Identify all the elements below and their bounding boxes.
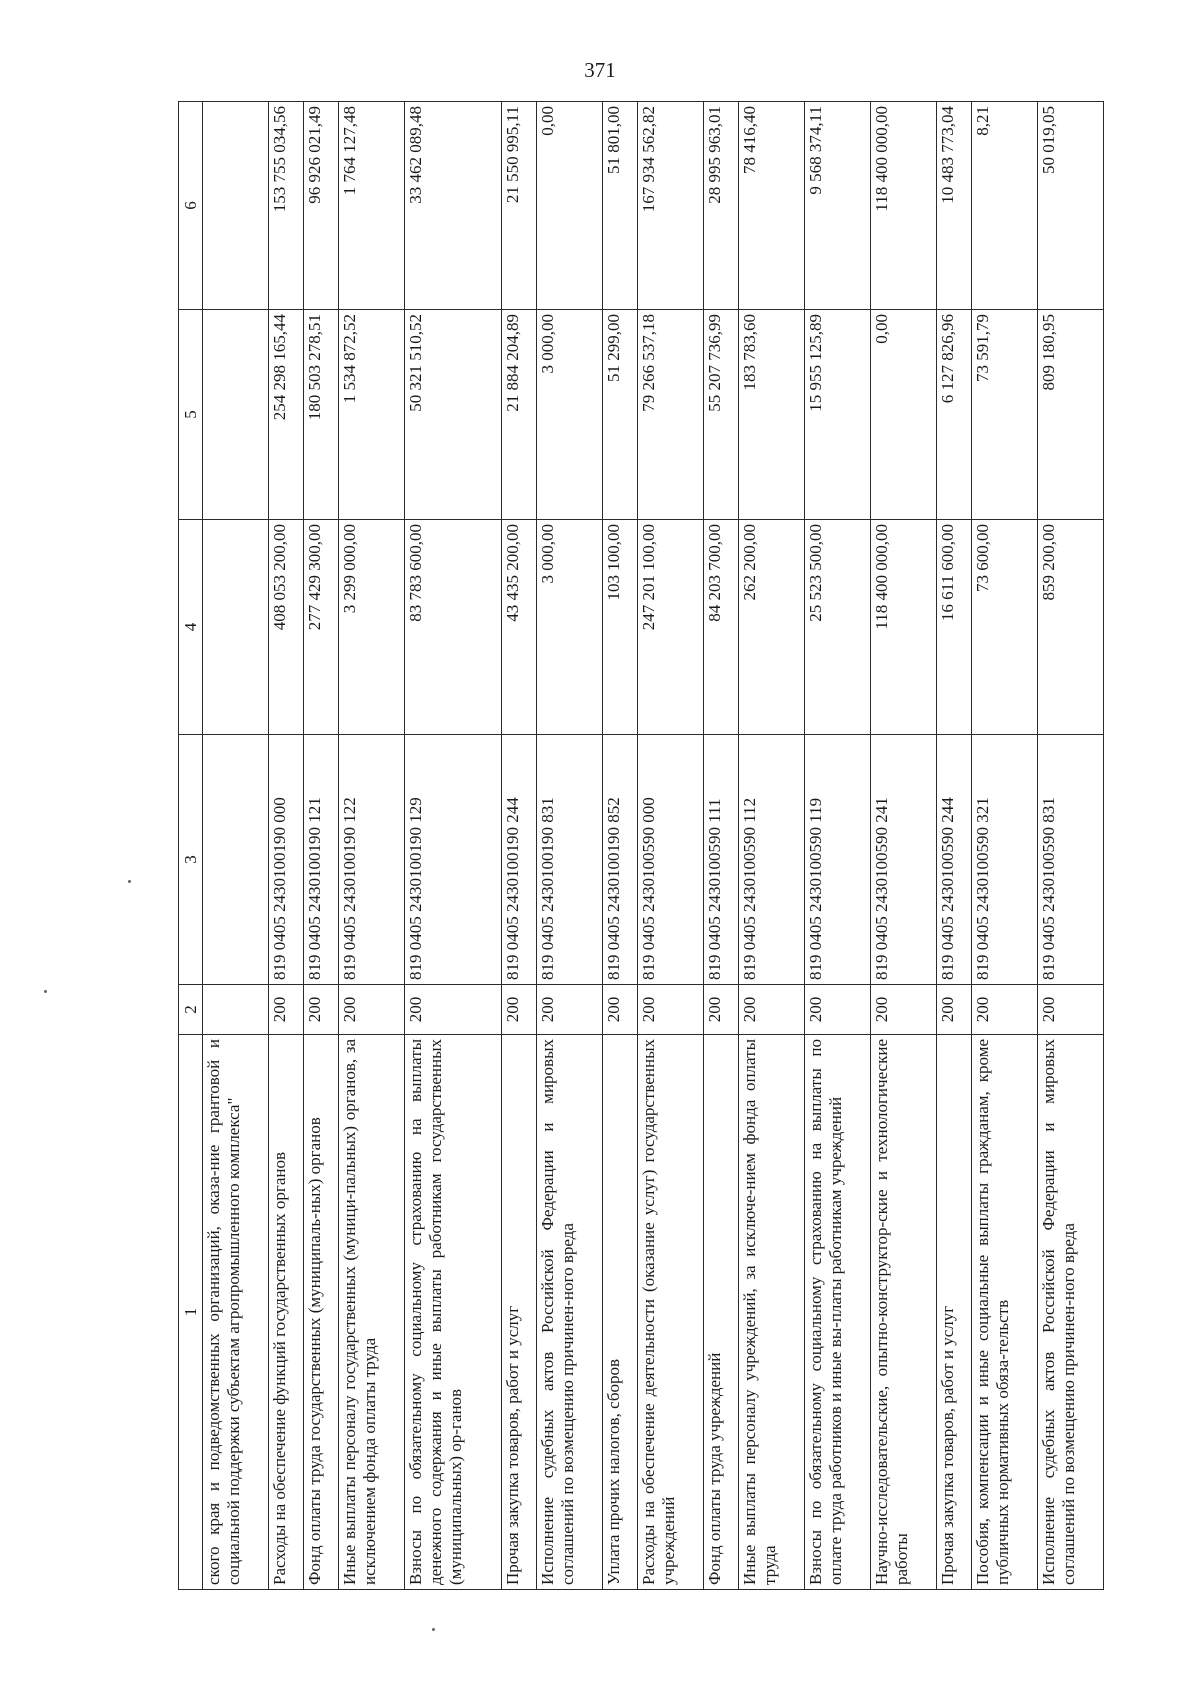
- budget-table: [178, 101, 1104, 1590]
- row-code-cell: 200: [936, 985, 971, 1035]
- column-header: 6: [179, 102, 203, 310]
- row-classification-cell: 819 0405 2430100190 831: [537, 735, 603, 985]
- row-amount-cell: 247 201 100,00: [638, 520, 704, 735]
- row-name-cell: Фонд оплаты труда учреждений: [704, 1035, 739, 1590]
- table-row: [339, 102, 405, 1590]
- row-amount-cell: 1 534 872,52: [339, 310, 405, 520]
- row-classification-cell: 819 0405 2430100190 852: [602, 735, 637, 985]
- row-name-cell: Прочая закупка товаров, работ и услуг: [501, 1035, 536, 1590]
- scan-speck: [128, 880, 131, 883]
- row-classification-cell: 819 0405 2430100190 122: [339, 735, 405, 985]
- row-amount-cell: 50 321 510,52: [405, 310, 502, 520]
- column-header: 1: [179, 1035, 203, 1590]
- row-amount-cell: 9 568 374,11: [805, 102, 871, 310]
- column-number-header: [179, 102, 203, 1590]
- row-name-cell: Фонд оплаты труда государственных (муниципаль-ных) органов: [304, 1035, 339, 1590]
- row-amount-cell: 8,21: [972, 102, 1038, 310]
- row-amount-cell: 21 884 204,89: [501, 310, 536, 520]
- row-amount-cell: 55 207 736,99: [704, 310, 739, 520]
- row-amount-cell: 84 203 700,00: [704, 520, 739, 735]
- table-row: [501, 102, 536, 1590]
- row-name-cell: Исполнение судебных актов Российской Федерации и мировых соглашений по возмещению причинен-ного вреда: [537, 1035, 603, 1590]
- column-header: 3: [179, 735, 203, 985]
- rotated-table-frame: [178, 102, 1104, 1590]
- row-name-cell: ского края и подведомственных организаций, оказа-ние грантовой и социальной поддержки субъектам агропромышленного комплекса": [203, 1035, 269, 1590]
- row-classification-cell: 819 0405 2430100590 112: [739, 735, 805, 985]
- row-amount-cell: 103 100,00: [602, 520, 637, 735]
- table-row: [805, 102, 871, 1590]
- row-amount-cell: 50 019,05: [1038, 102, 1104, 310]
- row-code-cell: 200: [805, 985, 871, 1035]
- table-row: [871, 102, 937, 1590]
- row-amount-cell: 3 299 000,00: [339, 520, 405, 735]
- row-amount-cell: 809 180,95: [1038, 310, 1104, 520]
- row-amount-cell: 118 400 000,00: [871, 102, 937, 310]
- table-row: [972, 102, 1038, 1590]
- row-classification-cell: 819 0405 2430100590 241: [871, 735, 937, 985]
- row-classification-cell: [203, 735, 269, 985]
- row-classification-cell: 819 0405 2430100590 119: [805, 735, 871, 985]
- table-row: [602, 102, 637, 1590]
- row-amount-cell: [203, 102, 269, 310]
- table-row: [1038, 102, 1104, 1590]
- row-amount-cell: 254 298 165,44: [268, 310, 303, 520]
- table-row: [304, 102, 339, 1590]
- row-amount-cell: 15 955 125,89: [805, 310, 871, 520]
- row-classification-cell: 819 0405 2430100590 111: [704, 735, 739, 985]
- row-code-cell: 200: [501, 985, 536, 1035]
- row-code-cell: 200: [739, 985, 805, 1035]
- row-classification-cell: 819 0405 2430100590 244: [936, 735, 971, 985]
- row-amount-cell: 78 416,40: [739, 102, 805, 310]
- row-name-cell: Иные выплаты персоналу учреждений, за исключе-нием фонда оплаты труда: [739, 1035, 805, 1590]
- row-amount-cell: 16 611 600,00: [936, 520, 971, 735]
- table-row: [537, 102, 603, 1590]
- row-code-cell: 200: [405, 985, 502, 1035]
- row-classification-cell: 819 0405 2430100190 129: [405, 735, 502, 985]
- row-name-cell: Расходы на обеспечение деятельности (оказание услуг) государственных учреждений: [638, 1035, 704, 1590]
- row-code-cell: 200: [972, 985, 1038, 1035]
- row-classification-cell: 819 0405 2430100590 321: [972, 735, 1038, 985]
- row-amount-cell: 83 783 600,00: [405, 520, 502, 735]
- row-amount-cell: 167 934 562,82: [638, 102, 704, 310]
- table-row: [704, 102, 739, 1590]
- row-code-cell: 200: [268, 985, 303, 1035]
- row-name-cell: Исполнение судебных актов Российской Федерации и мировых соглашений по возмещению причинен-ного вреда: [1038, 1035, 1104, 1590]
- table-row: [638, 102, 704, 1590]
- table-row: [405, 102, 502, 1590]
- row-amount-cell: 408 053 200,00: [268, 520, 303, 735]
- row-name-cell: Уплата прочих налогов, сборов: [602, 1035, 637, 1590]
- row-amount-cell: 262 200,00: [739, 520, 805, 735]
- table-row: [936, 102, 971, 1590]
- row-classification-cell: 819 0405 2430100590 000: [638, 735, 704, 985]
- row-amount-cell: 6 127 826,96: [936, 310, 971, 520]
- row-amount-cell: 0,00: [871, 310, 937, 520]
- table-body: [203, 102, 1104, 1590]
- row-name-cell: Научно-исследовательские, опытно-конструктор-ские и технологические работы: [871, 1035, 937, 1590]
- table-row: [739, 102, 805, 1590]
- row-code-cell: 200: [537, 985, 603, 1035]
- row-code-cell: 200: [339, 985, 405, 1035]
- row-classification-cell: 819 0405 2430100190 244: [501, 735, 536, 985]
- row-amount-cell: 859 200,00: [1038, 520, 1104, 735]
- row-classification-cell: 819 0405 2430100190 121: [304, 735, 339, 985]
- page-number: 371: [584, 58, 616, 82]
- row-amount-cell: 153 755 034,56: [268, 102, 303, 310]
- row-amount-cell: 79 266 537,18: [638, 310, 704, 520]
- table-row: [203, 102, 269, 1590]
- row-amount-cell: [203, 520, 269, 735]
- row-amount-cell: 277 429 300,00: [304, 520, 339, 735]
- row-code-cell: 200: [704, 985, 739, 1035]
- column-header: 5: [179, 310, 203, 520]
- row-amount-cell: 33 462 089,48: [405, 102, 502, 310]
- row-amount-cell: 51 299,00: [602, 310, 637, 520]
- row-amount-cell: 183 783,60: [739, 310, 805, 520]
- table-row: [268, 102, 303, 1590]
- row-amount-cell: 21 550 995,11: [501, 102, 536, 310]
- row-code-cell: 200: [1038, 985, 1104, 1035]
- row-amount-cell: 73 591,79: [972, 310, 1038, 520]
- row-amount-cell: 73 600,00: [972, 520, 1038, 735]
- row-amount-cell: 28 995 963,01: [704, 102, 739, 310]
- row-name-cell: Расходы на обеспечение функций государственных органов: [268, 1035, 303, 1590]
- row-name-cell: Прочая закупка товаров, работ и услуг: [936, 1035, 971, 1590]
- row-name-cell: Пособия, компенсации и иные социальные выплаты гражданам, кроме публичных нормативных обяза-тельств: [972, 1035, 1038, 1590]
- row-amount-cell: 51 801,00: [602, 102, 637, 310]
- row-amount-cell: 1 764 127,48: [339, 102, 405, 310]
- row-classification-cell: 819 0405 2430100590 831: [1038, 735, 1104, 985]
- row-amount-cell: 96 926 021,49: [304, 102, 339, 310]
- row-code-cell: 200: [871, 985, 937, 1035]
- column-header: 2: [179, 985, 203, 1035]
- row-amount-cell: 118 400 000,00: [871, 520, 937, 735]
- row-classification-cell: 819 0405 2430100190 000: [268, 735, 303, 985]
- row-amount-cell: 3 000,00: [537, 520, 603, 735]
- scan-speck: [44, 990, 47, 993]
- row-amount-cell: 180 503 278,51: [304, 310, 339, 520]
- table-container: [178, 102, 1104, 1590]
- row-amount-cell: 10 483 773,04: [936, 102, 971, 310]
- scan-speck: [432, 1628, 435, 1631]
- row-name-cell: Взносы по обязательному социальному страхованию на выплаты денежного содержания и иные выплаты работникам государственных (муниципальных) ор-ганов: [405, 1035, 502, 1590]
- row-name-cell: Иные выплаты персоналу государственных (муници-пальных) органов, за исключением фонда оплаты труда: [339, 1035, 405, 1590]
- row-amount-cell: [203, 310, 269, 520]
- row-amount-cell: 3 000,00: [537, 310, 603, 520]
- row-code-cell: [203, 985, 269, 1035]
- column-header: 4: [179, 520, 203, 735]
- row-amount-cell: 25 523 500,00: [805, 520, 871, 735]
- row-code-cell: 200: [304, 985, 339, 1035]
- row-code-cell: 200: [602, 985, 637, 1035]
- row-amount-cell: 0,00: [537, 102, 603, 310]
- row-amount-cell: 43 435 200,00: [501, 520, 536, 735]
- row-name-cell: Взносы по обязательному социальному страхованию на выплаты по оплате труда работников и иные вы-платы работникам учреждений: [805, 1035, 871, 1590]
- row-code-cell: 200: [638, 985, 704, 1035]
